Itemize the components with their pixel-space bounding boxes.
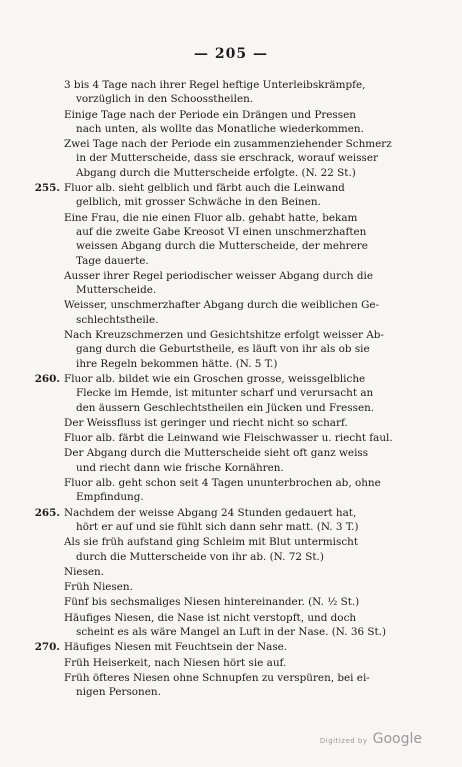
entry-text <box>20 108 440 137</box>
text-line: Früh öfteres Niesen ohne Schnupfen zu verspüren, bei ei- <box>64 671 370 684</box>
text-line: durch die Mutterscheide von ihr ab. (N. 72 St.) <box>76 550 324 563</box>
text-line: Eine Frau, die nie einen Fluor alb. gehabt hatte, bekam <box>64 211 358 224</box>
text-line: Fünf bis sechsmaliges Niesen hintereinander. (N. ½ St.) <box>64 596 360 609</box>
digitization-watermark <box>320 728 422 747</box>
google-logo-text: Google <box>372 731 422 747</box>
text-line: Der Weissfluss ist geringer und riecht nicht so scharf. <box>64 416 348 429</box>
text-line: Nachdem der weisse Abgang 24 Stunden gedauert hat, <box>64 506 357 519</box>
entry-text <box>20 211 440 268</box>
symptom-entry <box>20 506 440 535</box>
entry-number: 255. <box>34 182 60 195</box>
symptom-entry <box>20 446 440 475</box>
text-line: Abgang durch die Mutterscheide erfolgte. (N. 22 St.) <box>76 166 356 179</box>
page-body <box>20 78 440 700</box>
entry-text <box>20 446 440 475</box>
symptom-entry <box>20 580 440 594</box>
entry-text <box>20 565 440 579</box>
symptom-entry <box>20 535 440 564</box>
symptom-entry <box>20 298 440 327</box>
symptom-entry <box>20 671 440 700</box>
text-line: weissen Abgang durch die Mutterscheide, der mehrere <box>76 240 368 253</box>
text-line: schlechtstheile. <box>76 313 159 326</box>
text-line: 3 bis 4 Tage nach ihrer Regel heftige Unterleibskrämpfe, <box>64 79 366 91</box>
text-line: Nach Kreuzschmerzen und Gesichtshitze erfolgt weisser Ab- <box>64 329 384 342</box>
text-line: Als sie früh aufstand ging Schleim mit Blut untermischt <box>64 536 359 549</box>
symptom-entry <box>20 372 440 415</box>
text-line: Einige Tage nach der Periode ein Drängen und Pressen <box>64 108 356 121</box>
symptom-entry <box>20 328 440 371</box>
entry-text <box>20 298 440 327</box>
symptom-entry <box>20 565 440 579</box>
entry-text <box>20 372 440 415</box>
text-line: Fluor alb. färbt die Leinwand wie Fleischwasser u. riecht faul. <box>64 432 393 445</box>
digitized-by-label: Digitized by <box>319 737 368 745</box>
entry-text <box>20 580 440 594</box>
text-line: Häufiges Niesen, die Nase ist nicht verstopft, und doch <box>64 611 357 624</box>
symptom-entry <box>20 595 440 609</box>
text-line: Ausser ihrer Regel periodischer weisser Abgang durch die <box>64 269 374 282</box>
text-line: auf die zweite Gabe Kreosot VI einen unschmerzhaften <box>76 225 367 238</box>
text-line: vorzüglich in den Schoosstheilen. <box>76 93 254 106</box>
text-line: Empfindung. <box>76 491 144 504</box>
entry-text <box>20 476 440 505</box>
symptom-entry <box>20 108 440 137</box>
entry-text <box>20 137 440 180</box>
entry-number: 265. <box>34 506 60 519</box>
text-line: den äussern Geschlechtstheilen ein Jücken und Fressen. <box>76 401 375 414</box>
entry-text <box>20 611 440 640</box>
entry-text <box>20 595 440 609</box>
symptom-entry <box>20 181 440 210</box>
text-line: Früh Heiserkeit, nach Niesen hört sie auf. <box>64 656 287 669</box>
symptom-entry <box>20 137 440 180</box>
text-line: ihre Regeln bekommen hätte. (N. 5 T.) <box>76 357 278 370</box>
symptom-entry <box>20 78 440 107</box>
text-line: Tage dauerte. <box>76 254 149 267</box>
entry-number: 270. <box>34 641 60 654</box>
text-line: Früh Niesen. <box>64 581 133 594</box>
entry-text <box>20 656 440 670</box>
entry-text <box>20 269 440 298</box>
entry-text <box>20 640 440 654</box>
text-line: und riecht dann wie frische Kornähren. <box>76 461 284 474</box>
text-line: hört er auf und sie fühlt sich dann sehr matt. (N. 3 T.) <box>76 520 359 533</box>
text-line: Fluor alb. geht schon seit 4 Tagen ununterbrochen ab, ohne <box>64 477 381 490</box>
text-line: Der Abgang durch die Mutterscheide sieht oft ganz weiss <box>64 447 369 460</box>
symptom-entry <box>20 640 440 654</box>
text-line: Weisser, unschmerzhafter Abgang durch die weiblichen Ge- <box>64 299 380 312</box>
entry-text <box>20 181 440 210</box>
symptom-entry <box>20 416 440 430</box>
entry-text <box>20 535 440 564</box>
entry-text <box>20 506 440 535</box>
text-line: Fluor alb. bildet wie ein Groschen grosse, weissgelbliche <box>64 372 366 385</box>
text-line: Flecke im Hemde, ist mitunter scharf und verursacht an <box>76 387 374 400</box>
text-line: Zwei Tage nach der Periode ein zusammenziehender Schmerz <box>64 138 392 151</box>
symptom-entry <box>20 431 440 445</box>
text-line: nach unten, als wollte das Monatliche wiederkommen. <box>76 122 364 135</box>
symptom-entry <box>20 656 440 670</box>
text-line: scheint es als wäre Mangel an Luft in der Nase. (N. 36 St.) <box>76 625 387 638</box>
text-line: nigen Personen. <box>76 686 161 699</box>
symptom-entry <box>20 476 440 505</box>
entry-number: 260. <box>34 372 60 385</box>
entry-text <box>20 78 440 107</box>
symptom-entry <box>20 211 440 268</box>
text-line: gang durch die Geburtstheile, es läuft von ihr als ob sie <box>76 343 370 356</box>
page-number: — 205 — <box>194 46 268 62</box>
symptom-entry <box>20 269 440 298</box>
text-line: Fluor alb. sieht gelblich und färbt auch die Leinwand <box>64 182 345 195</box>
text-line: in der Mutterscheide, dass sie erschrack, worauf weisser <box>76 152 378 165</box>
text-line: gelblich, mit grosser Schwäche in den Beinen. <box>76 196 321 209</box>
entry-text <box>20 328 440 371</box>
text-line: Häufiges Niesen mit Feuchtsein der Nase. <box>64 641 288 654</box>
text-line: Mutterscheide. <box>76 284 157 297</box>
symptom-entry <box>20 611 440 640</box>
entry-text <box>20 671 440 700</box>
entry-text <box>20 431 440 445</box>
text-line: Niesen. <box>64 565 105 578</box>
entry-text <box>20 416 440 430</box>
